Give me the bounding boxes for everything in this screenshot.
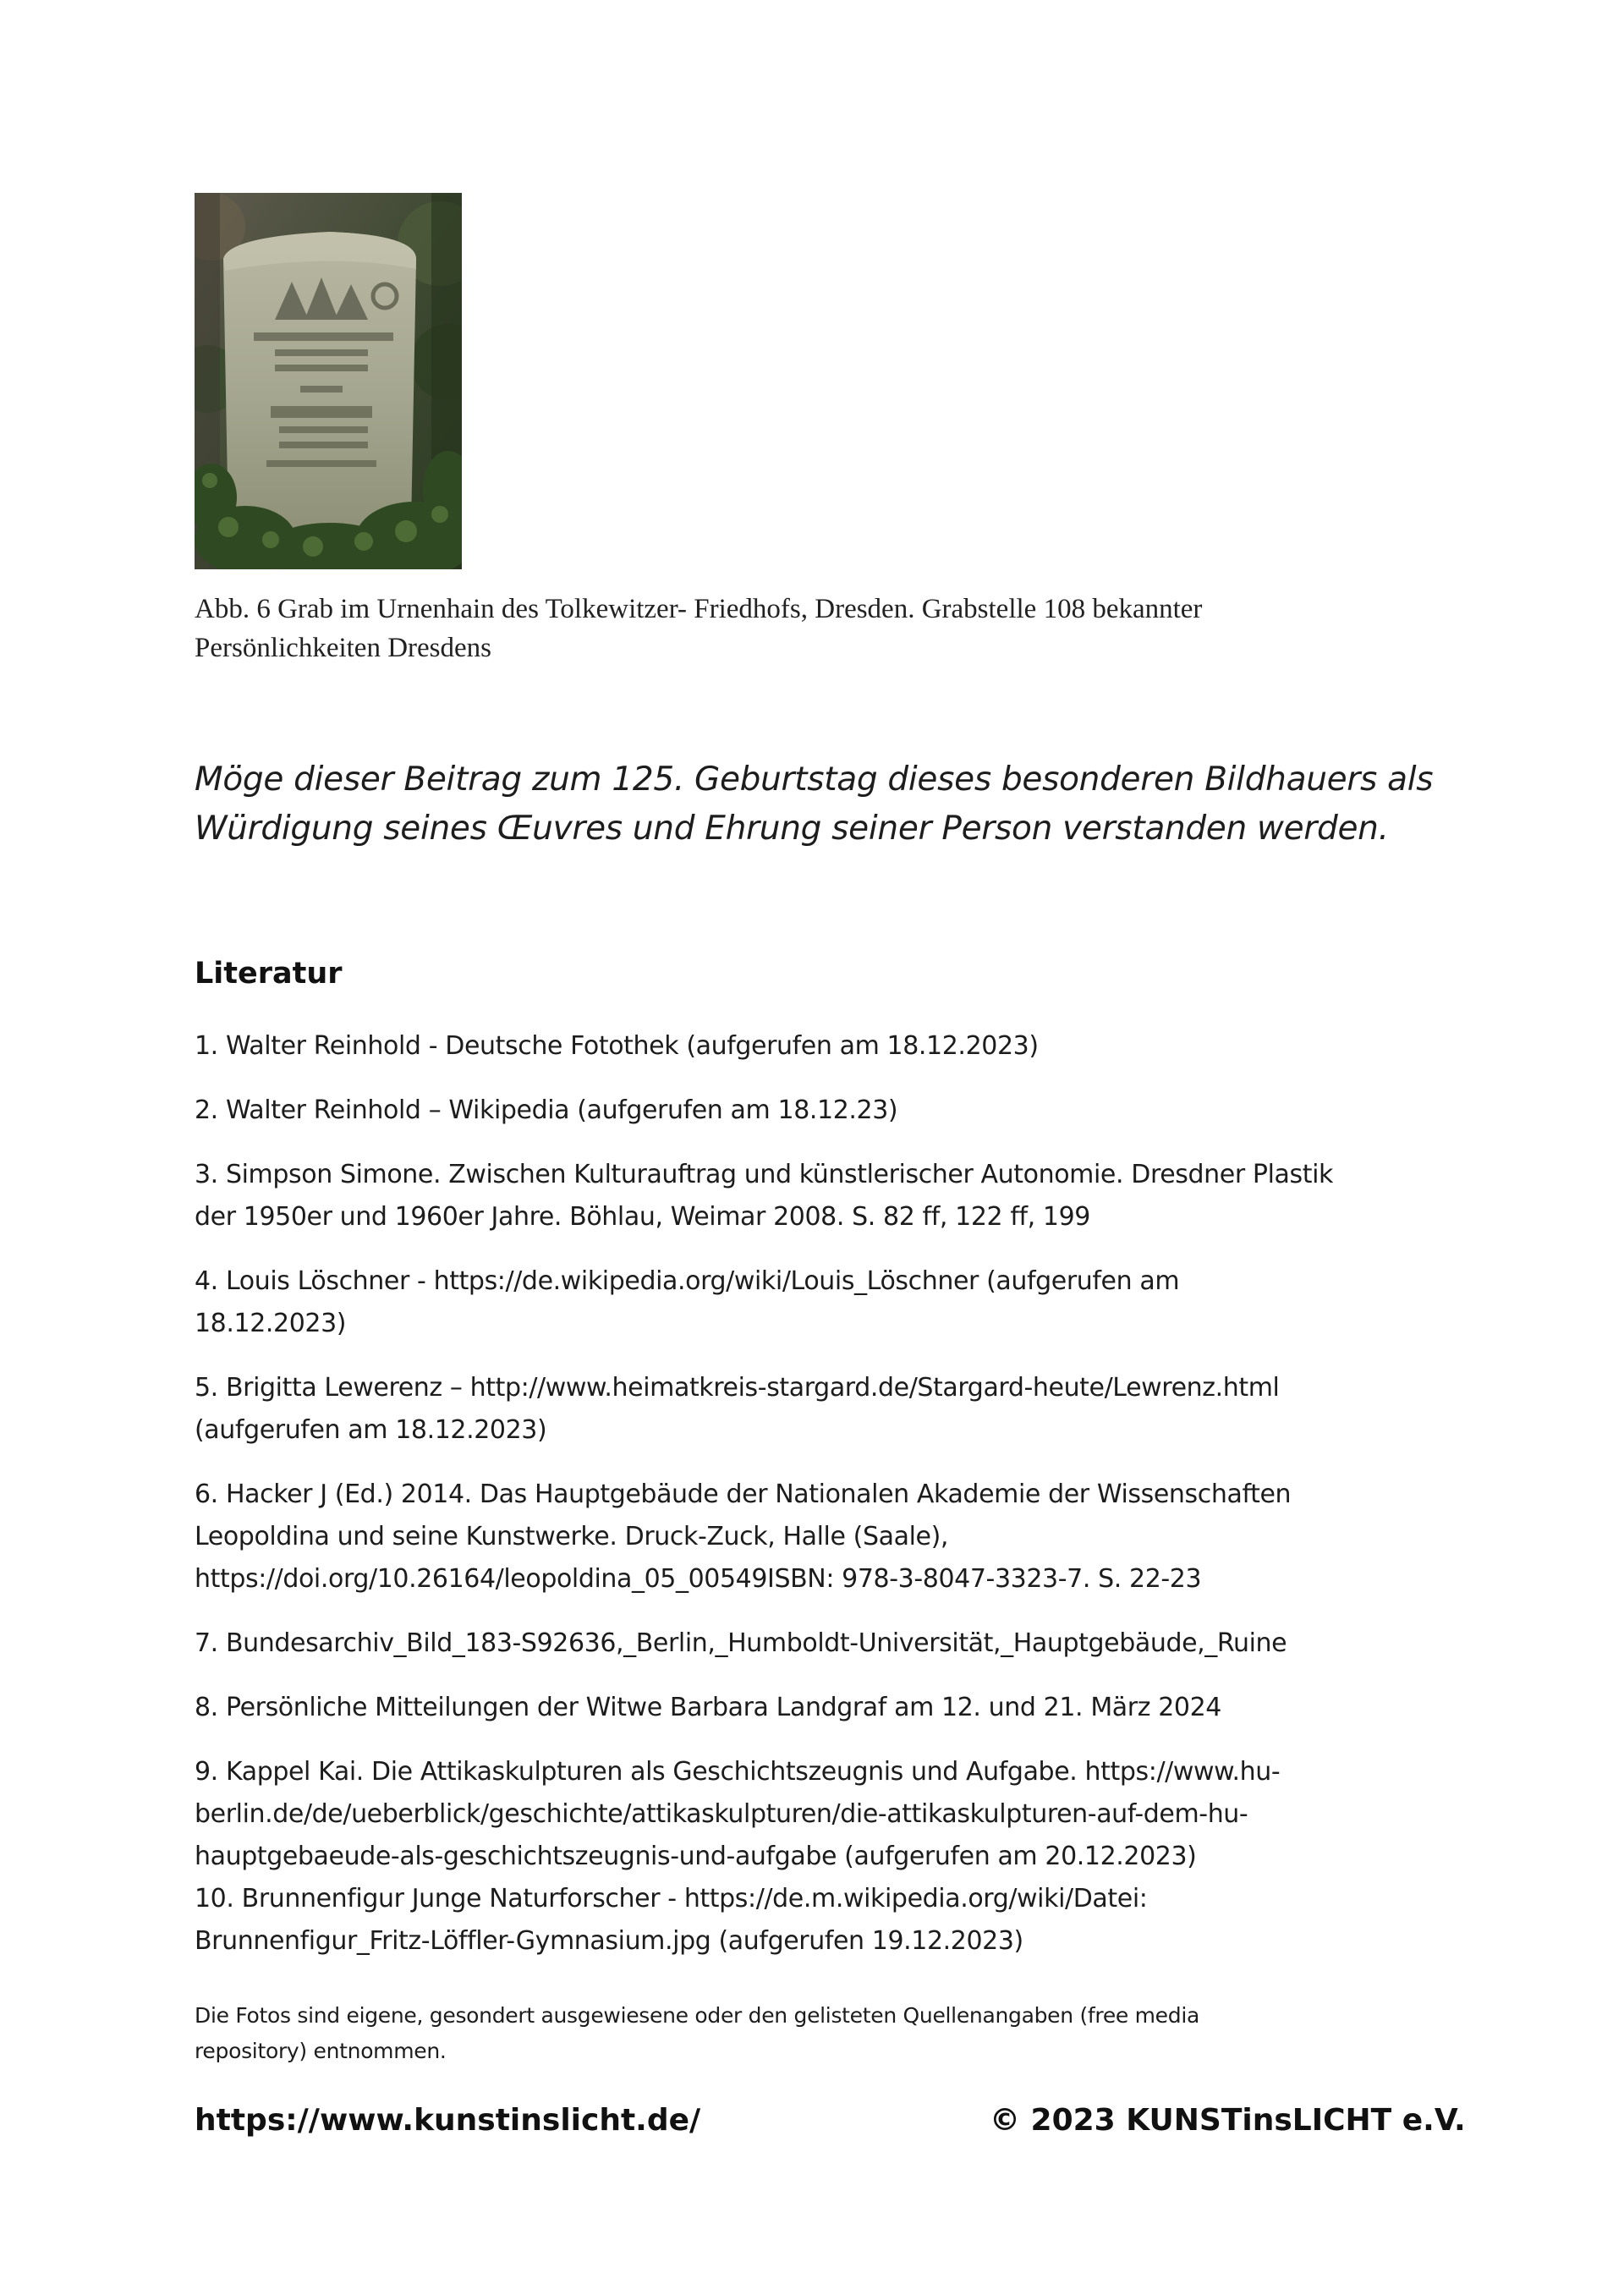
literature-line: 3. Simpson Simone. Zwischen Kulturauftrag und künstlerischer Autonomie. Dresdner Plastik — [195, 1160, 1334, 1189]
footer-website-url: https://www.kunstinslicht.de/ — [195, 2103, 701, 2138]
literature-line: (aufgerufen am 18.12.2023) — [195, 1415, 547, 1445]
caption-line: Persönlichkeiten Dresdens — [195, 633, 491, 663]
literature-line: 9. Kappel Kai. Die Attikaskulpturen als Geschichtszeugnis und Aufgabe. https://www.hu- — [195, 1757, 1281, 1787]
literature-line: 6. Hacker J (Ed.) 2014. Das Hauptgebäude der Nationalen Akademie der Wissenschaften — [195, 1480, 1292, 1509]
literature-line: 4. Louis Löschner - https://de.wikipedia.org/wiki/Louis_Löschner (aufgerufen am — [195, 1266, 1180, 1296]
literature-line: 5. Brigitta Lewerenz – http://www.heimatkreis-stargard.de/Stargard-heute/Lewrenz.html — [195, 1373, 1280, 1403]
figure-caption — [195, 590, 1429, 667]
footnote-line: Die Fotos sind eigene, gesondert ausgewiesene oder den gelisteten Quellenangaben (free media — [195, 2003, 1200, 2028]
literature-item — [195, 1474, 1463, 1600]
literature-item — [195, 1154, 1463, 1238]
literature-line: der 1950er und 1960er Jahre. Böhlau, Weimar 2008. S. 82 ff, 122 ff, 199 — [195, 1202, 1090, 1232]
caption-line: Abb. 6 Grab im Urnenhain des Tolkewitzer- Friedhofs, Dresden. Grabstelle 108 bekannter — [195, 594, 1203, 624]
literature-line: 7. Bundesarchiv_Bild_183-S92636,_Berlin,_Humboldt-Universität,_Hauptgebäude,_Ruine — [195, 1628, 1287, 1658]
literature-line: Leopoldina und seine Kunstwerke. Druck-Zuck, Halle (Saale), — [195, 1522, 949, 1551]
dedication-line: Würdigung seines Œuvres und Ehrung seiner Person verstanden werden. — [195, 810, 1389, 848]
literature-line: 1. Walter Reinhold - Deutsche Fotothek (aufgerufen am 18.12.2023) — [195, 1031, 1039, 1061]
photo-credits-note — [195, 1998, 1463, 2069]
literature-item — [195, 1622, 1463, 1665]
literature-item — [195, 1025, 1463, 1068]
literature-heading: Literatur — [195, 957, 343, 991]
gravestone-photo — [195, 193, 462, 569]
literature-item — [195, 1687, 1463, 1729]
literature-list — [195, 1025, 1463, 1985]
literature-line: Brunnenfigur_Fritz-Löffler-Gymnasium.jpg (aufgerufen 19.12.2023) — [195, 1926, 1023, 1956]
literature-item — [195, 1367, 1463, 1452]
literature-line: 8. Persönliche Mitteilungen der Witwe Barbara Landgraf am 12. und 21. März 2024 — [195, 1693, 1221, 1722]
dedication-line: Möge dieser Beitrag zum 125. Geburtstag dieses besonderen Bildhauers als — [195, 760, 1434, 799]
literature-item — [195, 1090, 1463, 1132]
literature-item — [195, 1751, 1463, 1878]
literature-line: 2. Walter Reinhold – Wikipedia (aufgerufen am 18.12.23) — [195, 1095, 898, 1125]
dedication-text — [195, 755, 1463, 854]
literature-line: 18.12.2023) — [195, 1309, 347, 1338]
literature-line: hauptgebaeude-als-geschichtszeugnis-und-aufgabe (aufgerufen am 20.12.2023) — [195, 1842, 1197, 1871]
literature-item — [195, 1260, 1463, 1345]
literature-line: berlin.de/de/ueberblick/geschichte/attikaskulpturen/die-attikaskulpturen-auf-dem-hu- — [195, 1799, 1248, 1829]
literature-line: https://doi.org/10.26164/leopoldina_05_00549ISBN: 978-3-8047-3323-7. S. 22-23 — [195, 1564, 1202, 1594]
footnote-line: repository) entnommen. — [195, 2039, 447, 2063]
literature-line: 10. Brunnenfigur Junge Naturforscher - https://de.m.wikipedia.org/wiki/Datei: — [195, 1884, 1148, 1913]
literature-item — [195, 1878, 1463, 1963]
footer-copyright: © 2023 KUNSTinsLICHT e.V. — [990, 2103, 1466, 2138]
